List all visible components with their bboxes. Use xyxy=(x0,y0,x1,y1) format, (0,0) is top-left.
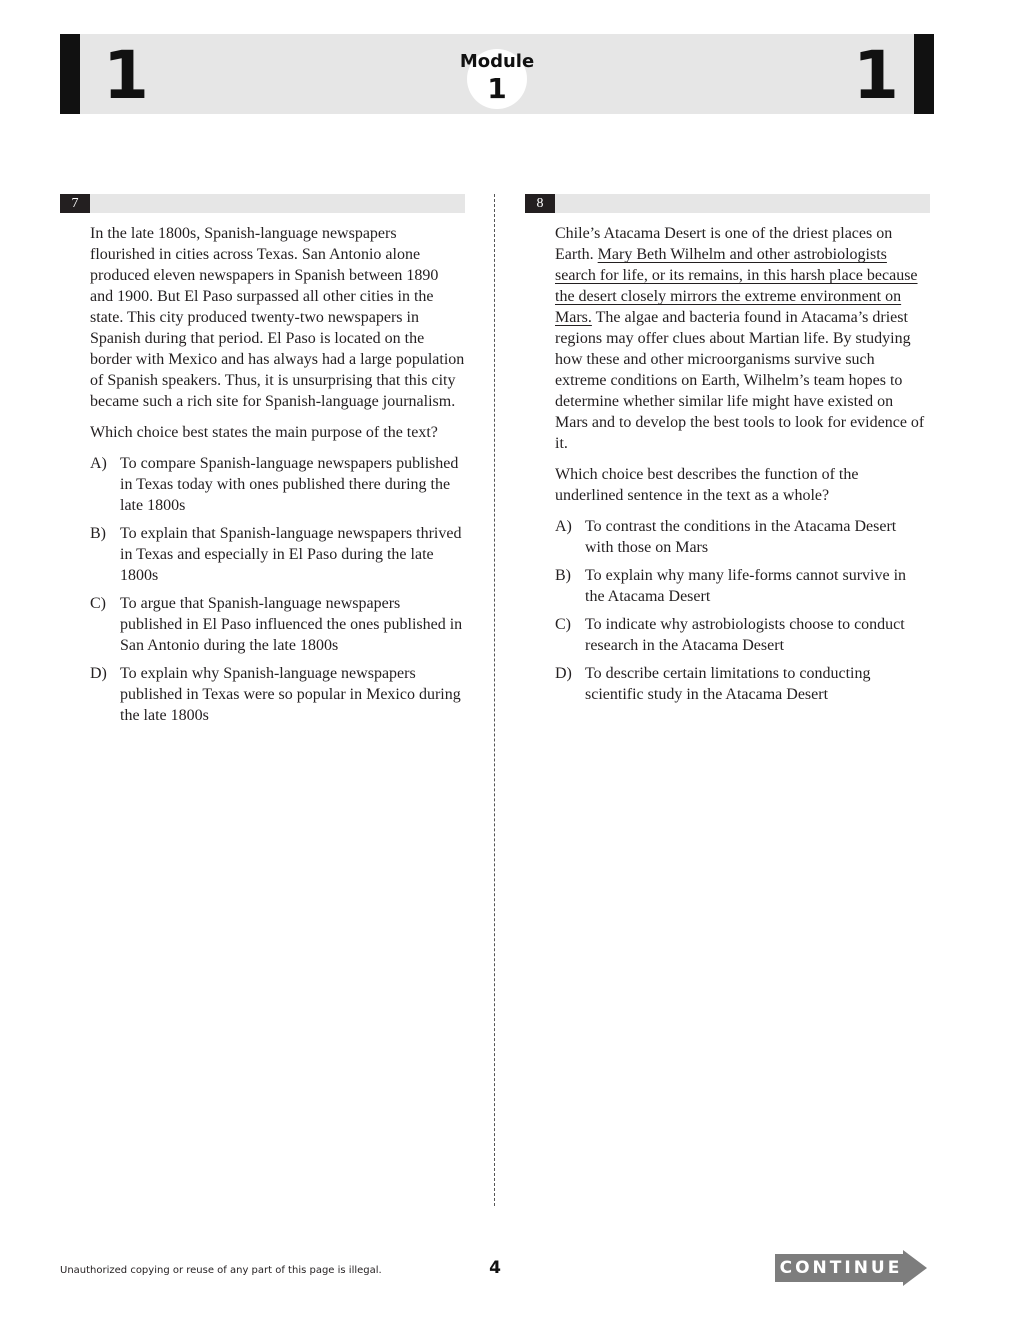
choice-letter: A) xyxy=(90,455,107,472)
section-number-right: 1 xyxy=(853,37,899,114)
question-8 xyxy=(555,223,927,712)
passage-text-before: Chile’s Atacama Desert is one of the driest places on Earth. xyxy=(555,225,893,263)
choice-letter: C) xyxy=(90,595,106,612)
choice-letter: D) xyxy=(555,665,572,682)
choice-letter: A) xyxy=(555,518,572,535)
question-7-passage: In the late 1800s, Spanish-language newspapers flourished in cities across Texas. San Antonio alone produced eleven newspapers in Spanish between 1890 and 1900. But El Paso surpassed all other cities in the state. This city produced twenty-two newspapers in Spanish during that period. El Paso is located on the border with Mexico and has always had a large population of Spanish speakers. Thus, it is unsurprising that this city became such a rich site for Spanish-language journalism. xyxy=(90,225,465,410)
choice-letter: D) xyxy=(90,665,107,682)
continue-button[interactable] xyxy=(775,1250,927,1286)
choice-text: To describe certain limitations to conducting scientific study in the Atacama Desert xyxy=(585,665,871,703)
page-number: 4 xyxy=(489,1258,501,1278)
question-7-choice-d[interactable] xyxy=(90,663,465,726)
choice-text: To explain that Spanish-language newspapers thrived in Texas and especially in El Paso during the late 1800s xyxy=(120,525,462,584)
column-divider xyxy=(494,194,495,1206)
choice-letter: B) xyxy=(90,525,106,542)
choice-text: To indicate why astrobiologists choose to conduct research in the Atacama Desert xyxy=(585,616,905,654)
question-7-choices xyxy=(90,453,465,726)
question-8-choice-c[interactable] xyxy=(555,614,927,656)
question-8-number: 8 xyxy=(525,194,555,213)
question-8-stem: Which choice best describes the function of the underlined sentence in the text as a whole? xyxy=(555,466,859,504)
question-8-choice-a[interactable] xyxy=(555,516,927,558)
module-label: Module xyxy=(459,51,535,72)
choice-letter: C) xyxy=(555,616,571,633)
question-8-choices xyxy=(555,516,927,705)
question-7-stem: Which choice best states the main purpose of the text? xyxy=(90,424,438,441)
header-right-edge xyxy=(914,34,934,114)
choice-text: To contrast the conditions in the Atacama Desert with those on Mars xyxy=(585,518,897,556)
question-8-choice-d[interactable] xyxy=(555,663,927,705)
choice-text: To argue that Spanish-language newspapers published in El Paso influenced the ones published in San Antonio during the late 1800s xyxy=(120,595,463,654)
question-7-choice-a[interactable] xyxy=(90,453,465,516)
passage-text-after: The algae and bacteria found in Atacama’s driest regions may offer clues about Martian life. By studying how these and other microorganisms survive such extreme conditions on Earth, Wilhelm’s team hopes to determine whether similar life might have existed on Mars and to develop the best tools to look for evidence of it. xyxy=(555,309,925,452)
question-7 xyxy=(90,223,465,733)
question-7-choice-b[interactable] xyxy=(90,523,465,586)
question-8-bar xyxy=(525,194,930,213)
choice-text: To explain why many life-forms cannot survive in the Atacama Desert xyxy=(585,567,907,605)
choice-letter: B) xyxy=(555,567,571,584)
module-number: 1 xyxy=(487,72,507,105)
question-7-choice-c[interactable] xyxy=(90,593,465,656)
choice-text: To compare Spanish-language newspapers published in Texas today with ones published there during the late 1800s xyxy=(120,455,459,514)
question-8-choice-b[interactable] xyxy=(555,565,927,607)
section-number-left: 1 xyxy=(103,37,149,114)
question-7-bar xyxy=(60,194,465,213)
continue-label: CONTINUE xyxy=(779,1258,903,1278)
choice-text: To explain why Spanish-language newspapers published in Texas were so popular in Mexico during the late 1800s xyxy=(120,665,461,724)
header-left-edge xyxy=(60,34,80,114)
underlined-sentence: Mary Beth Wilhelm and other astrobiologists search for life, or its remains, in this harsh place because the desert closely mirrors the extreme environment on Mars. xyxy=(555,246,918,326)
copyright-notice: Unauthorized copying or reuse of any part of this page is illegal. xyxy=(60,1265,382,1276)
question-8-passage xyxy=(555,223,927,454)
question-7-number: 7 xyxy=(60,194,90,213)
